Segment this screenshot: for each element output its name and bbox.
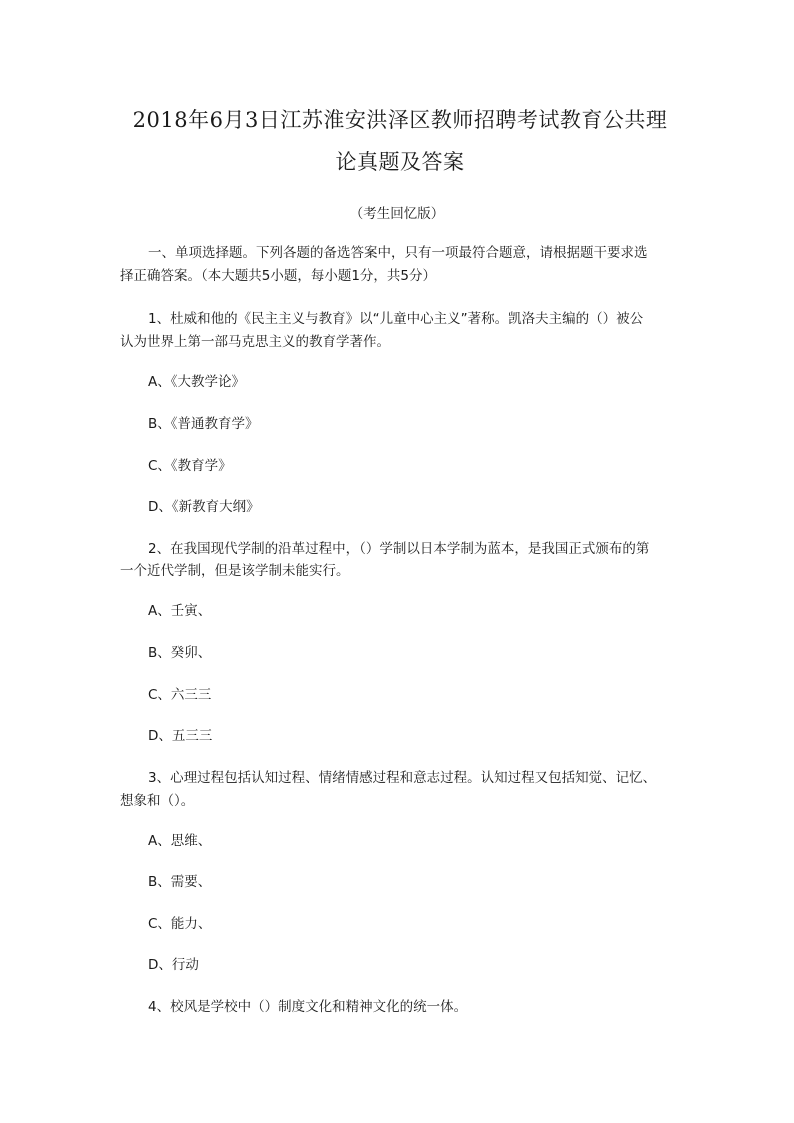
question-1-option-c: C、《教育学》	[148, 458, 232, 474]
question-1-option-d: D、《新教育大纲》	[148, 499, 260, 515]
question-3-stem-line-1: 3、心理过程包括认知过程、情绪情感过程和意志过程。认知过程又包括知觉、记忆、	[148, 770, 657, 786]
question-1-option-a: A、《大教学论》	[148, 374, 245, 390]
question-2-stem-line-2: 一个近代学制，但是该学制未能实行。	[120, 563, 350, 579]
question-4-stem-line-1: 4、校风是学校中（）制度文化和精神文化的统一体。	[148, 999, 468, 1015]
question-3-option-b: B、需要、	[148, 874, 212, 890]
question-2-option-c: C、六三三	[148, 687, 212, 703]
question-3-option-c: C、能力、	[148, 916, 212, 932]
question-1-option-b: B、《普通教育学》	[148, 416, 259, 432]
question-2-option-b: B、癸卯、	[148, 645, 212, 661]
document-subtitle: （考生回忆版）	[349, 206, 445, 222]
question-2-option-d: D、五三三	[148, 728, 213, 744]
question-3-option-d: D、行动	[148, 957, 199, 973]
question-3-option-a: A、思维、	[148, 833, 212, 849]
document-title-line-2: 论真题及答案	[335, 150, 465, 174]
section-intro-line-1: 一、单项选择题。下列各题的备选答案中，只有一项最符合题意，请根据题干要求选	[148, 245, 648, 261]
question-3-stem-line-2: 想象和（）。	[120, 793, 195, 809]
question-1-stem-line-2: 认为世界上第一部马克思主义的教育学著作。	[120, 334, 390, 350]
question-1-stem-line-1: 1、杜威和他的《民主主义与教育》以“儿童中心主义”著称。凯洛夫主编的（）被公	[148, 311, 644, 327]
document-title-line-1: 2018年6月3日江苏淮安洪泽区教师招聘考试教育公共理	[132, 108, 668, 132]
question-2-stem-line-1: 2、在我国现代学制的沿革过程中，（）学制以日本学制为蓝本，是我国正式颁布的第	[148, 541, 650, 557]
section-intro-line-2: 择正确答案。（本大题共5小题，每小题1分，共5分）	[120, 268, 437, 284]
question-2-option-a: A、壬寅、	[148, 603, 212, 619]
